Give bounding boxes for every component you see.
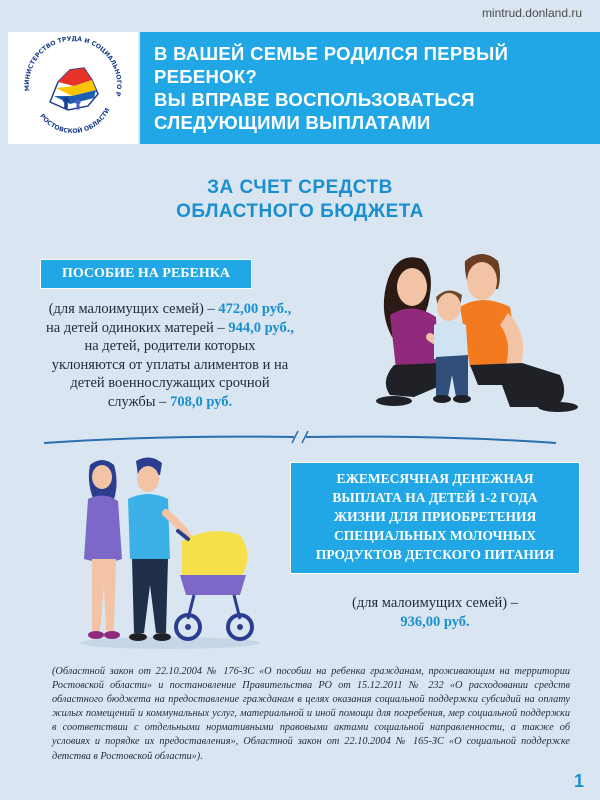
section-title-line: ОБЛАСТНОГО БЮДЖЕТА [176, 201, 424, 222]
benefit1-line: уклоняются от уплаты алиментов и на [51, 356, 289, 373]
family-illustration [370, 245, 590, 415]
benefit1-line: детей военнослужащих срочной [70, 375, 270, 391]
ministry-logo [8, 32, 138, 144]
header-title-line: ВЫ ВПРАВЕ ВОСПОЛЬЗОВАТЬСЯ [154, 89, 475, 110]
page-number: 1 [573, 771, 584, 791]
legal-reference-note: (Областной закон от 22.10.2004 № 176-ЗС «О пособии на ребенка гражданам, проживающим на территории Ростовской области» и постановление Правительства РО от 15.12.2011 № 232 «О расходовании средств областного бюджета на предоставление гражданам в целях оказания социальной поддержки субсидий на оплату жилых помещений и коммунальных услуг, материальной и иной помощи для погребения, мер социальной поддержки в соответствии с отдельными нормативными правовыми актами социальной направленности, а также об условиях и порядке их предоставления», Областной закон от 22.10.2004 № 165-ЗС «О социальной поддержке детства в Ростовской области»). [52, 666, 570, 762]
site-url[interactable]: mintrud.donland.ru [481, 6, 582, 20]
family-image-icon [370, 245, 590, 415]
couple-with-stroller-illustration [70, 455, 270, 650]
monthly-payment-text [290, 594, 580, 632]
benefit1-line [20, 300, 320, 319]
ministry-emblem-icon [8, 32, 138, 144]
monthly-payment-title-line: ЖИЗНИ ДЛЯ ПРИОБРЕТЕНИЯ [333, 509, 537, 524]
benefit1-amount: 472,00 руб., [218, 301, 292, 317]
header-title-line: СЛЕДУЮЩИМИ ВЫПЛАТАМИ [154, 112, 431, 133]
header-title [140, 32, 600, 144]
monthly-payment-title-line: ВЫПЛАТА НА ДЕТЕЙ 1-2 ГОДА [332, 490, 538, 505]
monthly-payment-title-line: ПРОДУКТОВ ДЕТСКОГО ПИТАНИЯ [315, 547, 555, 562]
monthly-payment-title-line: СПЕЦИАЛЬНЫХ МОЛОЧНЫХ [333, 528, 537, 543]
child-allowance-label-text: ПОСОБИЕ НА РЕБЕНКА [61, 266, 231, 281]
monthly-payment-amount: 936,00 руб. [400, 614, 470, 630]
benefit1-amount: 708,0 руб. [170, 393, 233, 410]
section-divider [40, 427, 560, 451]
monthly-payment-title-line: ЕЖЕМЕСЯЧНАЯ ДЕНЕЖНАЯ [336, 471, 534, 486]
monthly-payment-title [290, 462, 580, 574]
svg-text:РОСТОВСКОЙ ОБЛАСТИ: РОСТОВСКОЙ ОБЛАСТИ [38, 107, 112, 136]
header-title-line: В ВАШЕЙ СЕМЬЕ РОДИЛСЯ ПЕРВЫЙ [154, 43, 509, 64]
child-allowance-text [20, 300, 320, 411]
header-title-line: РЕБЕНОК? [154, 66, 258, 87]
benefit1-text: на детей одиноких матерей – [46, 319, 229, 336]
benefit1-text: (для малоимущих семей) – [48, 301, 219, 317]
child-allowance-label [40, 259, 252, 289]
svg-text:МИНИСТЕРСТВО ТРУДА И СОЦИАЛЬНО: МИНИСТЕРСТВО ТРУДА И СОЦИАЛЬНОГО Р [23, 35, 123, 97]
benefit1-amount: 944,0 руб., [228, 319, 294, 336]
benefit1-line [20, 393, 320, 412]
benefit1-line: на детей, родители которых [84, 338, 256, 354]
section-title [0, 176, 600, 224]
benefit1-line [20, 319, 320, 338]
header [0, 32, 600, 144]
benefit1-text: службы – [107, 393, 171, 410]
section-title-line: ЗА СЧЕТ СРЕДСТВ [207, 177, 393, 198]
stroller-family-image-icon [70, 455, 270, 650]
monthly-payment-condition: (для малоимущих семей) – [352, 595, 518, 611]
